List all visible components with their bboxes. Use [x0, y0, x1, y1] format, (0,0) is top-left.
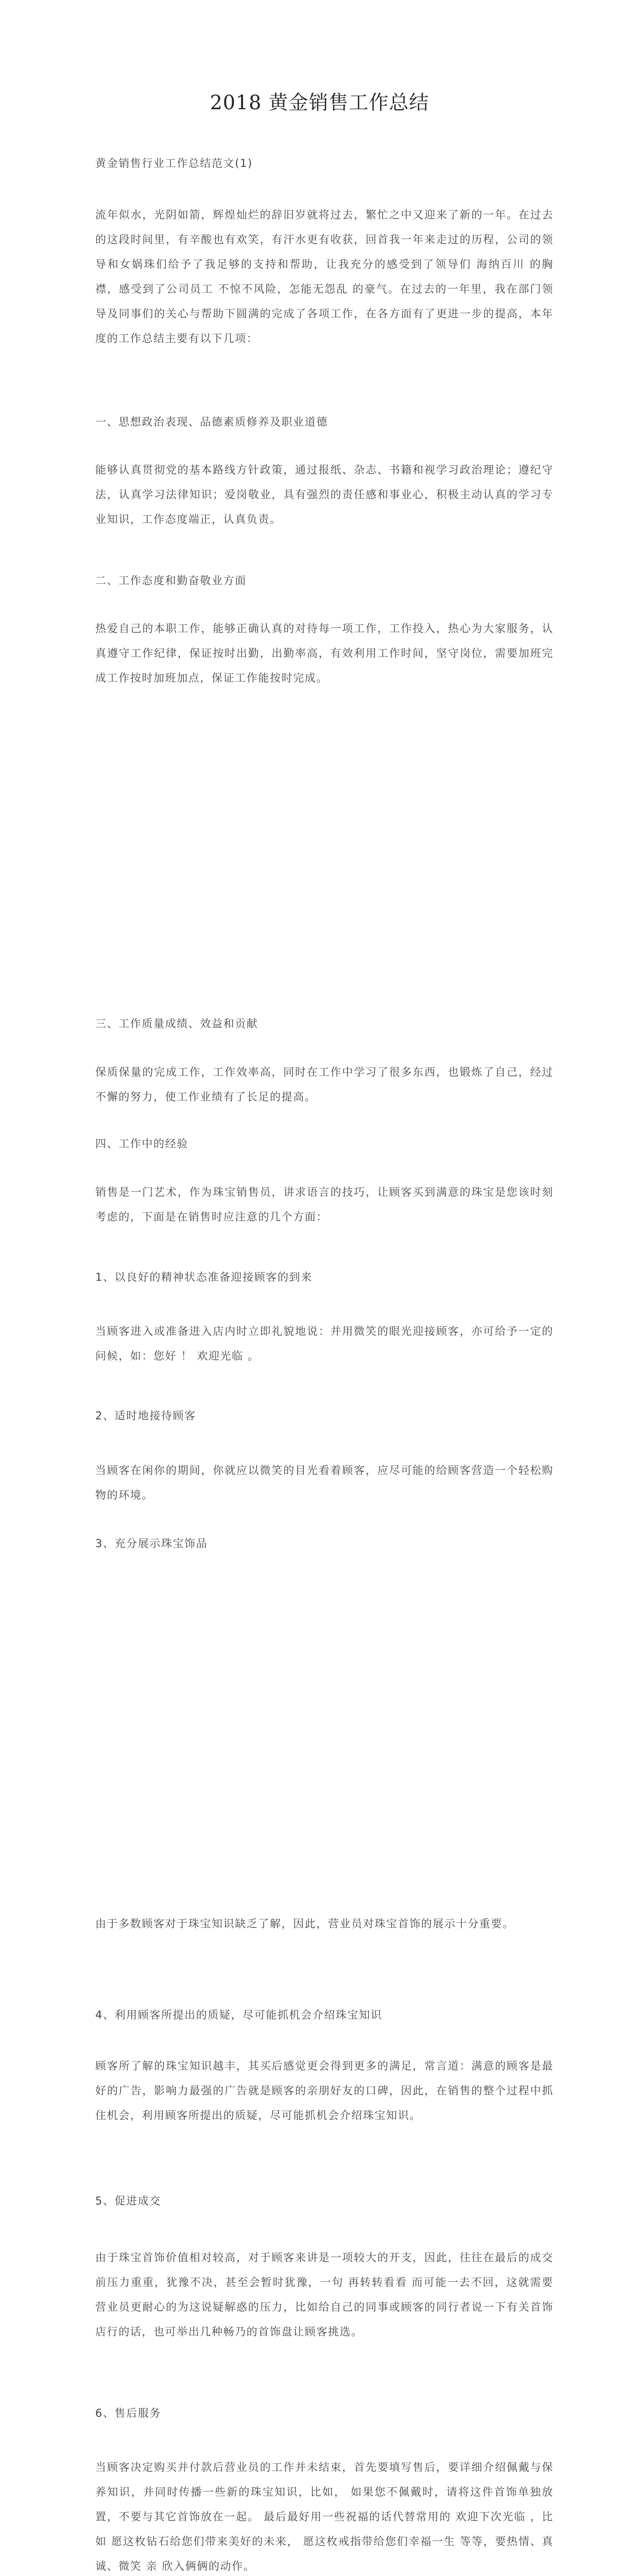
- subsection-heading-2: 2、适时地接待顾客: [95, 1410, 196, 1422]
- paragraph-display: 由于多数顾客对于珠宝知识缺乏了解，因此，营业员对珠宝首饰的展示十分重要。: [95, 1918, 514, 1930]
- paragraph-experience: 销售是一门艺术，作为珠宝销售员，讲求语言的技巧，让顾客买到满意的珠宝是您该时刻考虑的，下面是在销售时应注意的几个方面：: [95, 1186, 554, 1223]
- paragraph-knowledge: 顾客所了解的珠宝知识越丰，其买后感觉更会得到更多的满足，常言道：满意的顾客是最好的广告，影响力最强的广告就是顾客的亲朋好友的口碑，因此，在销售的整个过程中抓住机会，利用顾客所提出的质疑，尽可能抓机会介绍珠宝知识。: [95, 2060, 554, 2122]
- subsection-heading-4: 4、利用顾客所提出的质疑，尽可能抓机会介绍珠宝知识: [95, 2009, 383, 2021]
- paragraph-after-sales: 当顾客决定购买并付款后营业员的工作并未结束，首先要填写售后，要详细介绍佩戴与保养知识，并同时传播一些新的珠宝知识，比如， 如果您不佩戴时，请将这件首饰单独放置，不要与其它首饰放在一起。 最后最好用一些祝福的话代替常用的 欢迎下次光临 ，比如 愿这枚钻石给您们带来美好的未来， 愿这枚戒指带给您们幸福一生 等等，要热情、真诚、微笑 亲 欣入俩俩的动作。: [95, 2461, 554, 2572]
- paragraph-intro: 流年似水，光阴如箭，辉煌灿烂的辞旧岁就将过去，繁忙之中又迎来了新的一年。在过去的这段时间里，有辛酸也有欢笑，有汗水更有收获，回首我一年来走过的历程，公司的领导和女娲珠们给予了我足够的支持和帮助，让我充分的感受到了领导们 海纳百川 的胸襟，感受到了公司员工 不惊不风险，怎能无怨乱 的豪气。在过去的一年里，我在部门领导及同事们的关心与帮助下圆满的完成了各项工作，在各方面有了更进一步的提高，本年度的工作总结主要有以下几项：: [95, 209, 554, 345]
- paragraph-quality: 保质保量的完成工作，工作效率高，同时在工作中学习了很多东西，也锻炼了自己，经过不懈的努力，使工作业绩有了长足的提高。: [95, 1066, 554, 1103]
- paragraph-greeting: 当顾客进入或准备进入店内时立即礼貌地说：并用微笑的眼光迎接顾客，亦可给予一定的问候，如：您好 ！ 欢迎光临 。: [95, 1325, 554, 1362]
- document-title: 2018 黄金销售工作总结: [210, 91, 429, 114]
- subsection-heading-6: 6、售后服务: [95, 2407, 161, 2419]
- subsection-heading-5: 5、促进成交: [95, 2195, 161, 2207]
- section-heading-3: 三、工作质量成绩、效益和贡献: [95, 1018, 258, 1030]
- paragraph-closing-deal: 由于珠宝首饰价值相对较高，对于顾客来讲是一项较大的开支，因此，往往在最后的成交前压力重重，犹豫不决，甚至会暂时犹豫，一句 再转转看看 而可能一去不回，这就需要营业员更耐心的为这说疑解惑的压力，比如给自己的同事或顾客的同行者说一下有关首饰店行的话，也可举出几种畅乃的首饰盘让顾客挑选。: [95, 2251, 554, 2338]
- section-heading-2: 二、工作态度和勤奋敬业方面: [95, 574, 247, 587]
- paragraph-reception: 当顾客在闲你的期间，你就应以微笑的目光看着顾客，应尽可能的给顾客营造一个轻松购物的环境。: [95, 1464, 554, 1501]
- section-heading-1: 一、思想政治表现、品德素质修养及职业道德: [95, 416, 328, 428]
- section-heading-4: 四、工作中的经验: [95, 1138, 188, 1150]
- subsection-heading-3: 3、充分展示珠宝饰品: [95, 1537, 208, 1550]
- paragraph-attitude: 热爱自己的本职工作，能够正确认真的对待每一项工作，工作投入，热心为大家服务，认真遵守工作纪律，保证按时出勤，出勤率高，有效利用工作时间，坚守岗位，需要加班完成工作按时加班加点，保证工作能按时完成。: [95, 622, 554, 684]
- paragraph-political: 能够认真贯彻党的基本路线方针政策，通过报纸、杂志、书籍和视学习政治理论；遵纪守法，认真学习法律知识；爱岗敬业，具有强烈的责任感和事业心，积极主动认真的学习专业知识，工作态度端正，认真负责。: [95, 464, 554, 526]
- subsection-heading-1: 1、以良好的精神状态准备迎接顾客的到来: [95, 1271, 313, 1283]
- document-subtitle: 黄金销售行业工作总结范文(1): [95, 157, 253, 170]
